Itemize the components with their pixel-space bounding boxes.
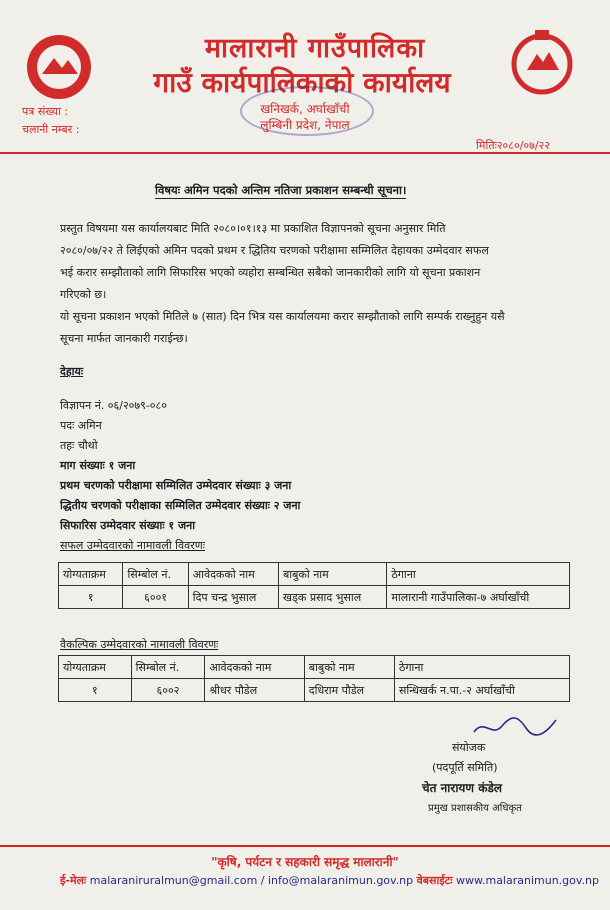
successful-heading: सफल उम्मेदवारको नामावली विवरणः: [60, 539, 205, 552]
column-header: आवेदकको नाम: [188, 563, 278, 586]
body-line: सूचना मार्फत जानकारी गराईन्छ।: [60, 332, 188, 345]
table-cell: ६००१: [123, 586, 188, 609]
recommended-count: सिफारिस उम्मेदवार संख्याः १ जना: [60, 519, 196, 532]
column-header: सिम्बोल नं.: [131, 656, 205, 679]
first-stage-count: प्रथम चरणको परीक्षामा सम्मिलित उम्मेदवार संख्याः ३ जना: [60, 479, 292, 492]
signatory-committee: (पदपूर्ति समिति): [432, 761, 498, 774]
email-label: ई-मेलः: [60, 874, 87, 887]
table-cell: १: [59, 679, 132, 702]
table-cell: १: [59, 586, 123, 609]
table-cell: श्रीधर पौडेल: [205, 679, 304, 702]
column-header: बाबुको नाम: [279, 563, 387, 586]
column-header: ठेगाना: [387, 563, 570, 586]
table-cell: खड्क प्रसाद भुसाल: [279, 586, 387, 609]
nepal-emblem-right: [507, 26, 577, 96]
footer-divider: [0, 845, 610, 847]
notice-subject: विषयः अमिन पदको अन्तिम नतिजा प्रकाशन सम्बन्धी सूचना।: [155, 183, 407, 197]
handwritten-signature: [470, 712, 560, 742]
post-level: तहः चौथो: [60, 439, 98, 452]
office-name: गाउँ कार्यपालिकाको कार्यालय: [153, 66, 451, 99]
dehay-label: देहायः: [60, 365, 84, 378]
signatory-title: प्रमुख प्रशासकीय अधिकृत: [428, 803, 522, 814]
body-line: भई करार सम्झौताको लागि सिफारिस भएको व्यहोरा सम्बन्धित सबैको जानकारीको लागि यो सूचना प्रकाशन: [60, 266, 481, 279]
website-link[interactable]: www.malaranimun.gov.np: [456, 874, 599, 887]
website-label: वेबसाईटः: [416, 874, 453, 887]
table-cell: ६००२: [131, 679, 205, 702]
second-stage-count: द्धितीय चरणको परीक्षाका सम्मिलित उम्मेदवार संख्याः २ जना: [60, 499, 301, 512]
alternate-candidates-table: [58, 655, 570, 702]
table-row: [59, 679, 570, 702]
signatory-role: संयोजक: [452, 741, 486, 754]
footer-motto: "कृषि, पर्यटन र सहकारी समृद्ध मालारानी": [211, 855, 399, 869]
municipality-emblem-left: [24, 32, 94, 102]
address-line-2: लुम्बिनी प्रदेश, नेपाल: [260, 118, 350, 132]
table-cell: दधिराम पौडेल: [304, 679, 394, 702]
body-line: गरिएको छ।: [60, 288, 107, 301]
table-header-row: [59, 563, 570, 586]
table-header-row: [59, 656, 570, 679]
email-addresses[interactable]: malaraniruralmun@gmail.com / info@malaranimun.gov.np: [89, 874, 414, 887]
notice-date: मितिः२०८०/०७/२२: [476, 139, 550, 152]
body-line: प्रस्तुत विषयमा यस कार्यालयबाट मिति २०८०।०१।१३ मा प्रकाशित विज्ञापनको सूचना अनुसार मिति: [60, 222, 446, 235]
table-cell: मालारानी गाउँपालिका-७ अर्घाखाँची: [387, 586, 570, 609]
body-paragraph-1: [60, 218, 560, 350]
post-name: पदः अमिन: [60, 419, 102, 432]
column-header: ठेगाना: [394, 656, 569, 679]
column-header: योग्यताक्रम: [59, 563, 123, 586]
table-cell: सन्धिखर्क न.पा.-२ अर्घाखाँची: [394, 679, 569, 702]
table-row: [59, 586, 570, 609]
successful-candidates-table: [58, 562, 570, 609]
address-line-1: खनिखर्क, अर्घाखाँची: [260, 102, 350, 116]
column-header: आवेदकको नाम: [205, 656, 304, 679]
header-divider: [0, 152, 610, 154]
body-line: यो सूचना प्रकाशन भएको मितिले ७ (सात) दिन भित्र यस कार्यालयमा करार सम्झौताको लागि सम्पर्क राख्नुहुन यसै: [60, 310, 505, 323]
dispatch-number-label: चलानी नम्बर :: [22, 123, 80, 136]
column-header: योग्यताक्रम: [59, 656, 132, 679]
municipality-name: मालारानी गाउँपालिका: [204, 33, 426, 64]
letter-number-label: पत्र संख्या :: [22, 105, 69, 118]
column-header: सिम्बोल नं.: [123, 563, 188, 586]
ad-number: विज्ञापन नं. ०६/२०७९-०८०: [60, 399, 167, 412]
footer-contact: [60, 873, 599, 888]
body-line: २०८०/०७/२२ ते लिईएको अमिन पदको प्रथम र द्धितिय चरणको परीक्षामा सम्मिलित देहायका उम्मेदवार सफल: [60, 244, 489, 257]
table-cell: दिप चन्द्र भुसाल: [188, 586, 278, 609]
alternate-heading: वैकल्पिक उम्मेदवारको नामावली विवरणः: [60, 638, 219, 651]
signatory-name: चेत नारायण कंडेल: [422, 781, 503, 795]
demand-count: माग संख्याः १ जना: [60, 459, 136, 472]
column-header: बाबुको नाम: [304, 656, 394, 679]
